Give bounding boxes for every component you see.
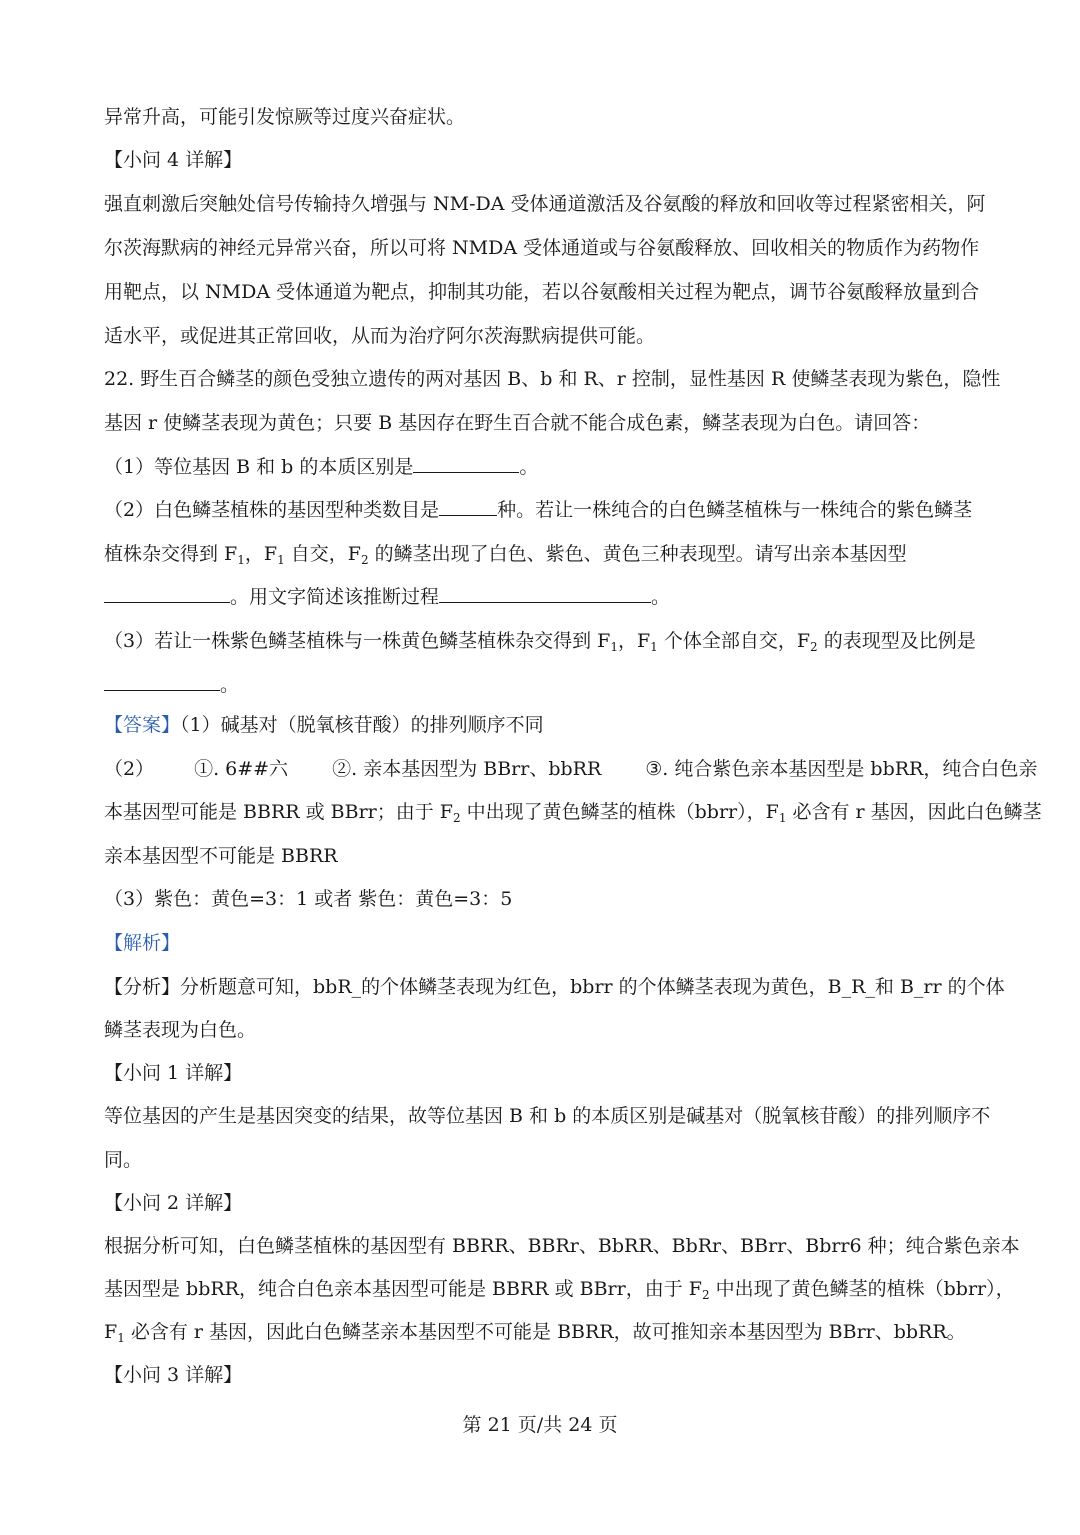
text-span: 。 (519, 456, 539, 478)
text-span: 中出现了黄色鳞茎的植株（bbrr）， (709, 1278, 1015, 1300)
question-part-2 (104, 497, 972, 523)
answer-label: 【答案】 (104, 714, 181, 736)
text-span: 必含有 r 基因，因此白色鳞茎亲本基因型不可能是 BBRR，故可推知亲本基因型为 BBrr、bbRR。 (124, 1321, 966, 1343)
text-span: 必含有 r 基因，因此白色鳞茎 (786, 801, 1042, 823)
text-line: 基因 r 使鳞茎表现为黄色；只要 B 基因存在野生百合就不能合成色素，鳞茎表现为白色。请回答： (104, 412, 931, 434)
text-span: （2） (104, 758, 155, 780)
text-span: 个体全部自交，F (657, 630, 811, 652)
subscript: 2 (810, 640, 818, 654)
answer-item: ③. 纯合紫色亲本基因型是 bbRR，纯合白色亲 (645, 758, 1038, 780)
subscript: 1 (610, 640, 618, 654)
text-line: 异常升高，可能引发惊厥等过度兴奋症状。 (104, 106, 466, 128)
text-span: ，F (244, 543, 278, 565)
answer-item: ②. 亲本基因型为 BBrr、bbRR (332, 758, 602, 780)
text-span: 的鳞茎出现了白色、紫色、黄色三种表现型。请写出亲本基因型 (368, 543, 907, 565)
text-span: （2）白色鳞茎植株的基因型种类数目是 (104, 499, 440, 521)
text-line: 用靶点，以 NMDA 受体通道为靶点，抑制其功能，若以谷氨酸相关过程为靶点，调节谷氨酸释放量到合 (104, 281, 980, 303)
answer-blank (104, 672, 220, 691)
text-span: ，F (617, 630, 651, 652)
answer-blank (104, 584, 230, 603)
text-span: 基因型是 bbRR，纯合白色亲本基因型可能是 BBRR 或 BBrr，由于 F (104, 1278, 702, 1300)
text-span: 。用文字简述该推断过程 (230, 586, 440, 608)
text-span: 本基因型可能是 BBRR 或 BBrr；由于 F (104, 801, 453, 823)
section-heading: 【小问 3 详解】 (104, 1364, 243, 1386)
subscript: 1 (778, 811, 787, 825)
subscript: 1 (237, 553, 245, 567)
answer-item: ①. 6##六 (194, 758, 289, 780)
text-line: 鳞茎表现为白色。 (104, 1019, 257, 1041)
text-span: 。 (220, 674, 240, 696)
answer-blank (439, 584, 651, 603)
text-span: 自交，F (284, 543, 361, 565)
answer-blank (413, 454, 519, 473)
subscript: 1 (277, 553, 285, 567)
text-line: 【分析】分析题意可知，bbR_的个体鳞茎表现为红色，bbrr 的个体鳞茎表现为黄色，B_R_和 B_rr 的个体 (104, 976, 1005, 998)
text-line: 尔茨海默病的神经元异常兴奋，所以可将 NMDA 受体通道或与谷氨酸释放、回收相关的物质作为药物作 (104, 237, 980, 259)
text-line (104, 799, 1042, 825)
question-part-3 (104, 628, 976, 654)
section-heading: 【小问 2 详解】 (104, 1192, 243, 1214)
text-line: 适水平，或促进其正常回收，从而为治疗阿尔茨海默病提供可能。 (104, 325, 656, 347)
subscript: 2 (452, 811, 461, 825)
text-span: 植株杂交得到 F (104, 543, 238, 565)
text-line: 等位基因的产生是基因突变的结果，故等位基因 B 和 b 的本质区别是碱基对（脱氧核苷酸）的排列顺序不 (104, 1105, 991, 1127)
text-span: F (104, 1321, 118, 1343)
text-span: 种。若让一株纯合的白色鳞茎植株与一株纯合的紫色鳞茎 (497, 499, 973, 521)
text-span: 的表现型及比例是 (817, 630, 976, 652)
text-line (104, 1276, 1015, 1302)
text-line (104, 672, 239, 698)
subscript: 2 (360, 553, 369, 567)
text-line: 同。 (104, 1149, 143, 1171)
subscript: 1 (117, 1331, 125, 1345)
text-span: （3）若让一株紫色鳞茎植株与一株黄色鳞茎植株杂交得到 F (104, 630, 611, 652)
text-span: 中出现了黄色鳞茎的植株（bbrr），F (460, 801, 779, 823)
section-heading: 【小问 4 详解】 (104, 149, 243, 171)
page-footer: 第 21 页/共 24 页 (462, 1414, 618, 1436)
text-line: 亲本基因型不可能是 BBRR (104, 845, 338, 867)
analysis-label: 【解析】 (104, 932, 181, 954)
text-line: 根据分析可知，白色鳞茎植株的基因型有 BBRR、BBRr、BbRR、BbRr、BBrr、Bbrr6 种；纯合紫色亲本 (104, 1235, 1020, 1257)
text-line: 强直刺激后突触处信号传输持久增强与 NM-DA 受体通道激活及谷氨酸的释放和回收等过程紧密相关，阿 (104, 193, 986, 215)
subscript: 2 (701, 1288, 710, 1302)
text-line (104, 541, 907, 567)
text-span: （1）等位基因 B 和 b 的本质区别是 (104, 456, 414, 478)
question-part-1 (104, 454, 538, 480)
text-line (104, 584, 670, 610)
answer-part-3: （3）紫色：黄色=3：1 或者 紫色：黄色=3：5 (104, 888, 513, 910)
question-22-stem: 22. 野生百合鳞茎的颜色受独立遗传的两对基因 B、b 和 R、r 控制，显性基因 R 使鳞茎表现为紫色，隐性 (104, 368, 1001, 390)
text-line (104, 1319, 966, 1345)
answer-line (104, 712, 544, 738)
section-heading: 【小问 1 详解】 (104, 1062, 243, 1084)
text-span: 。 (651, 586, 671, 608)
subscript: 1 (650, 640, 658, 654)
answer-blank (439, 497, 497, 516)
answer-part-2 (104, 756, 1037, 782)
text-span: （1）碱基对（脱氧核苷酸）的排列顺序不同 (180, 714, 544, 736)
